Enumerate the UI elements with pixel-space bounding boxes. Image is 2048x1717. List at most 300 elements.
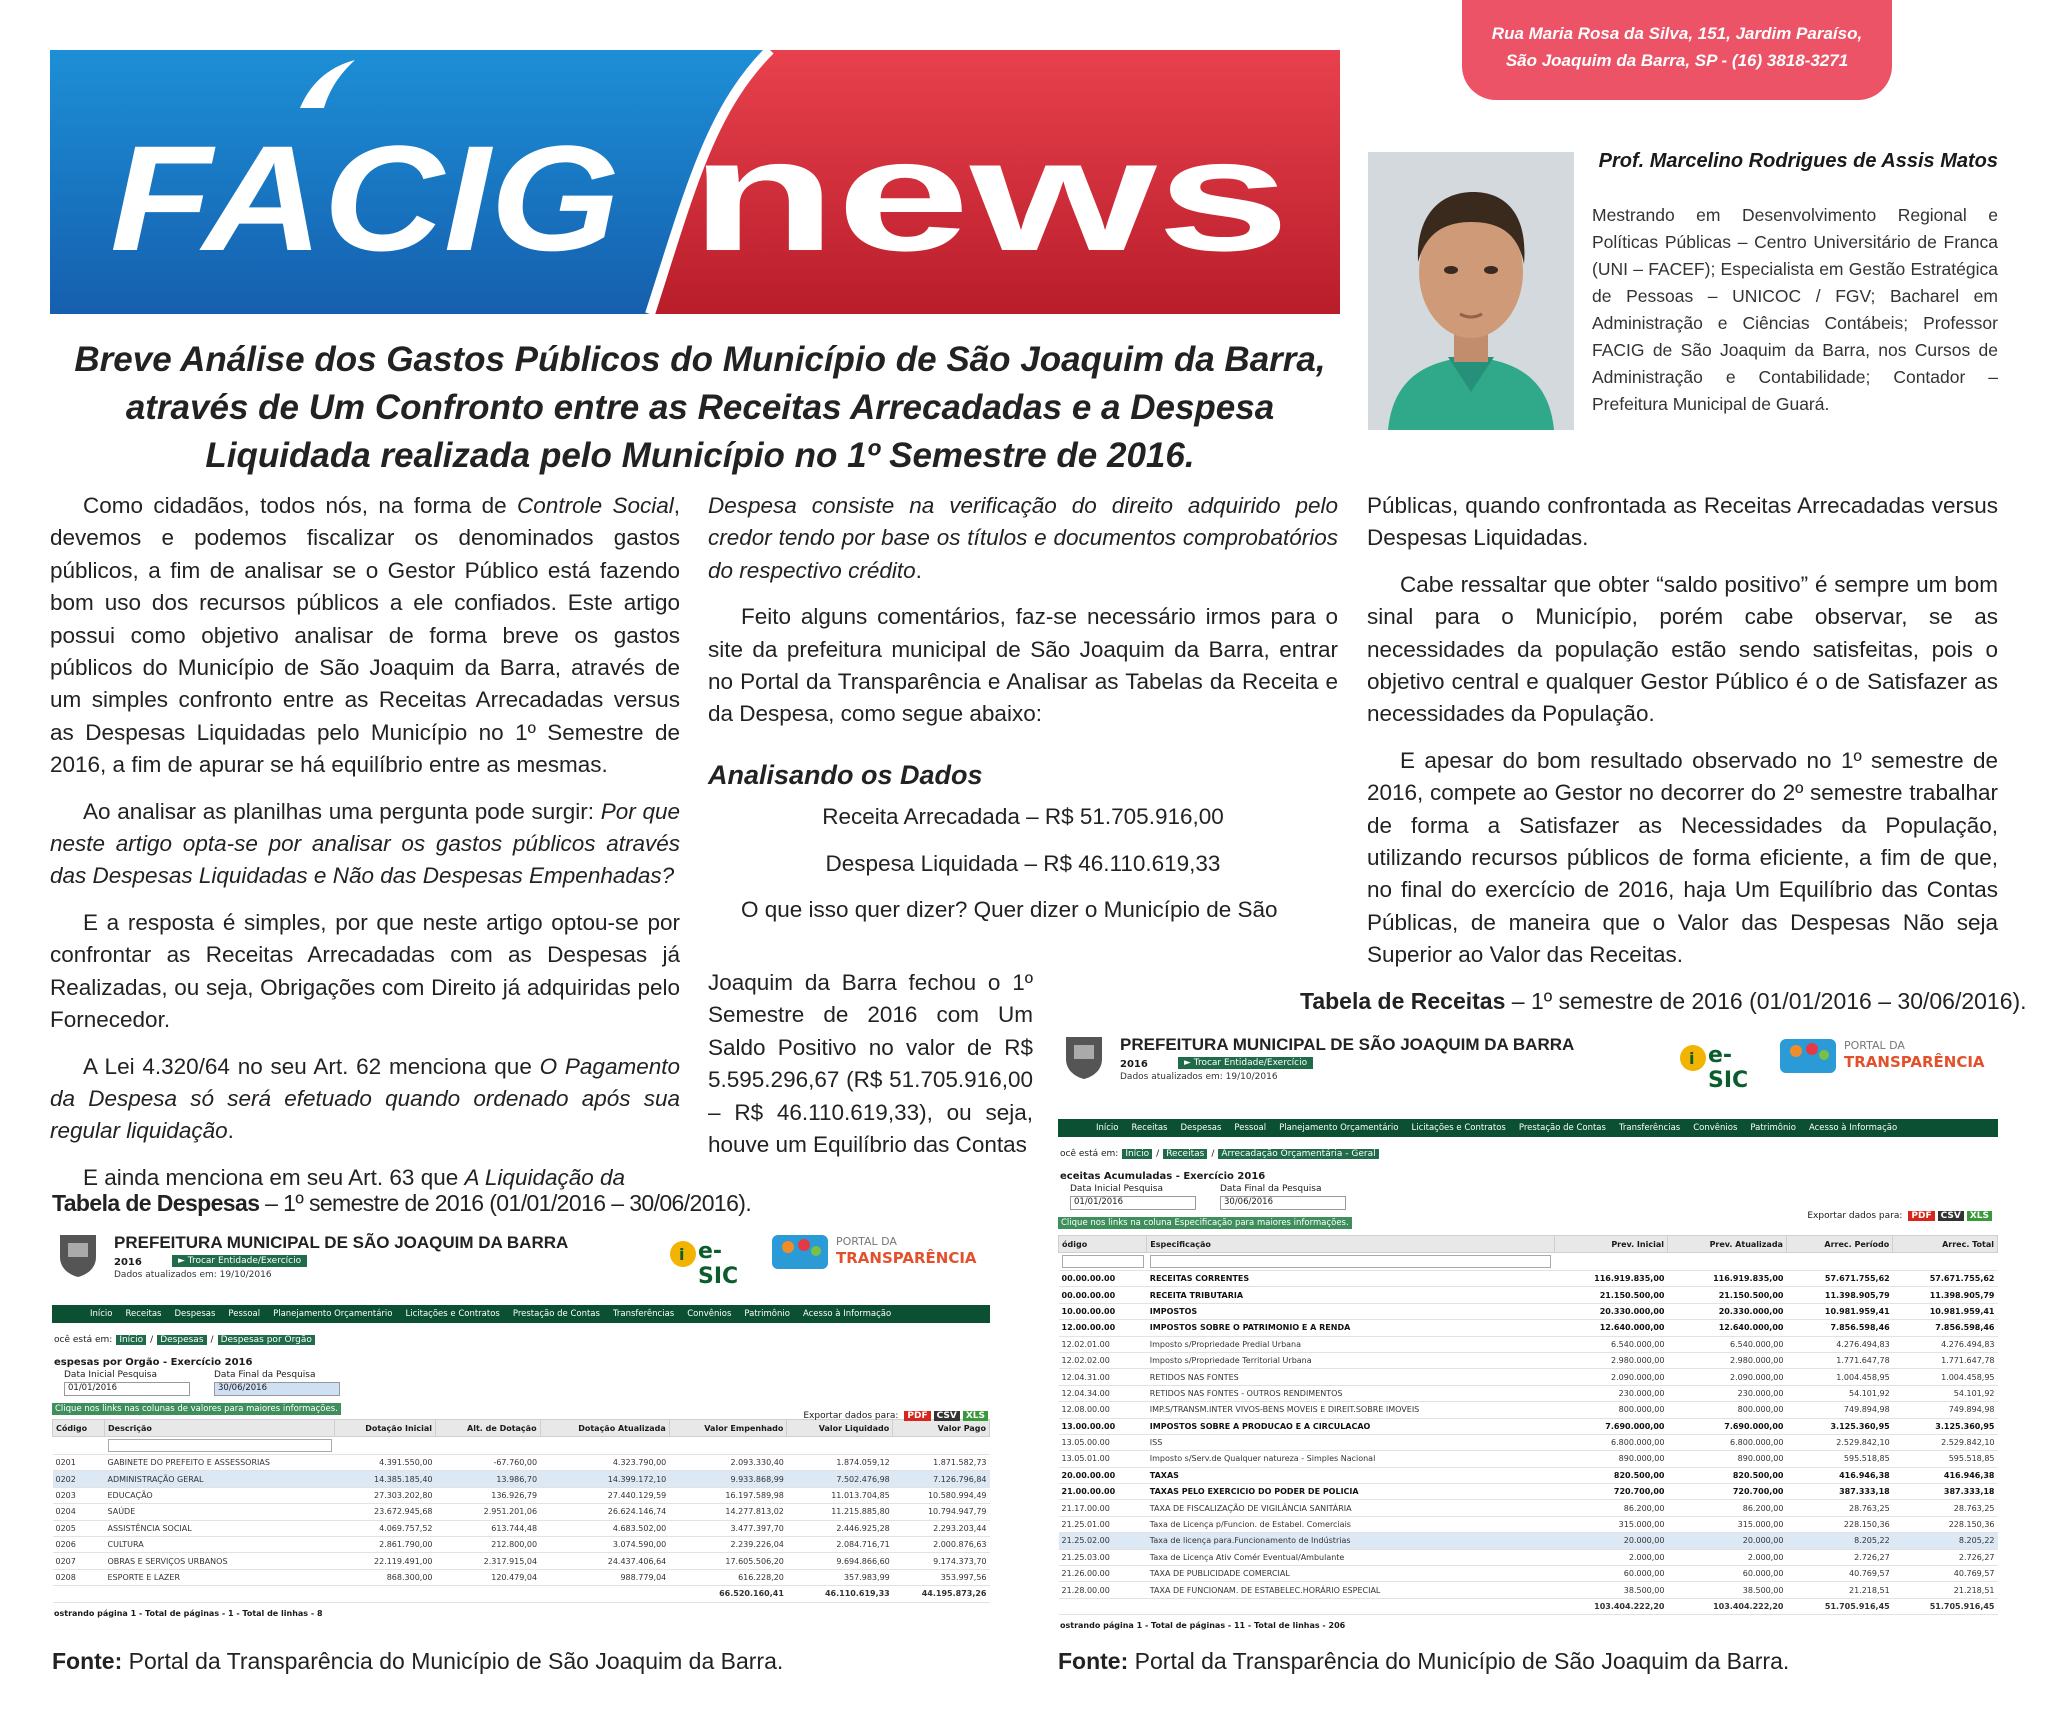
table-cell: 2.446.925,28	[787, 1520, 893, 1536]
column-header[interactable]: Dotação Atualizada	[540, 1420, 669, 1437]
table-cell: 21.150.500,00	[1554, 1287, 1667, 1303]
table-row[interactable]	[1059, 1418, 1998, 1434]
table-cell: 21.150.500,00	[1667, 1287, 1786, 1303]
column-header[interactable]: Valor Empenhado	[669, 1420, 787, 1437]
nav-licitacoes[interactable]: Licitações e Contratos	[1411, 1123, 1506, 1133]
table-cell: 4.683.502,00	[540, 1520, 669, 1536]
table-cell: 13.05.00.00	[1059, 1434, 1147, 1450]
total-cell: 66.520.160,41	[669, 1586, 787, 1602]
table-cell: 00.00.00.00	[1059, 1287, 1147, 1303]
table-cell: 1.771.647,78	[1786, 1352, 1892, 1368]
column-header[interactable]: ódigo	[1059, 1236, 1147, 1253]
table-cell: SAÚDE	[105, 1504, 335, 1520]
breadcrumb: ocê está em: Início / Receitas / Arrecadação Orçamentária - Geral	[1058, 1145, 1998, 1163]
table-cell: 120.479,04	[436, 1569, 541, 1585]
table-cell: IMP.S/TRANSM.INTER VIVOS-BENS MOVEIS E DIREIT.SOBRE IMOVEIS	[1147, 1402, 1555, 1418]
nav-convenios[interactable]: Convênios	[1693, 1123, 1738, 1133]
author-photo	[1368, 152, 1574, 430]
table-cell: 315.000,00	[1667, 1516, 1786, 1532]
table-cell: 12.08.00.00	[1059, 1402, 1147, 1418]
table-cell: 40.769,57	[1893, 1566, 1998, 1582]
table-cell: 595.518,85	[1893, 1451, 1998, 1467]
table-row[interactable]	[1059, 1582, 1998, 1598]
article-column-1	[50, 490, 680, 1208]
table-cell: 20.00.00.00	[1059, 1467, 1147, 1483]
table-cell: 40.769,57	[1786, 1566, 1892, 1582]
nav-receitas[interactable]: Receitas	[125, 1309, 162, 1319]
total-cell: 44.195.873,26	[893, 1586, 990, 1602]
table-cell: 228.150,36	[1786, 1516, 1892, 1532]
table-row[interactable]	[1059, 1287, 1998, 1303]
column-header[interactable]: Especificação	[1147, 1236, 1555, 1253]
table-cell: RETIDOS NAS FONTES - OUTROS RENDIMENTOS	[1147, 1385, 1555, 1401]
nav-patrimonio[interactable]: Patrimônio	[744, 1309, 790, 1319]
export-pdf-button[interactable]: PDF	[904, 1411, 930, 1421]
despesas-portal-screenshot: PREFEITURA MUNICIPAL DE SÃO JOAQUIM DA BARRA 2016 ► Trocar Entidade/Exercício Dados atualizados em: 19/10/2016 i e-SIC PORTAL DA TRANSPARÊNCIA Início Receitas Despesas Pessoal Planejamento Orçamentário Licitações e Contratos Prestação de Contas Transferências Convênios Patrimônio Acesso à Informação ocê está em: Início / Despesas / Despesas por Orgão espesas por Orgão - Exercício 2016 Data Inicial Pesquisa 01/01/2016 Data Final da Pesquisa 30/06/2016 Clique nos links nas colunas de valores para maiores informações. Exportar dados para: PDF CSV XLS Código Descrição Dotação Inicial Alt. de Dotação Dotação Atualizada Valor Empenhado Valor Liquidado Valor Pago 0201 GABINETE DO PREFEITO E ASSESSORIAS 4.391.550,00 -67.760,00 4.323.790,00 2.093.330,40 1.874.059,12 1.871.582,73 0202 ADMINISTRAÇÃO GERAL 14.385.185,40 13.986,70 14.399.172,10 9.933.868,99 7.502.476,98 7.126.796,84 0203 EDUCAÇÃO 27.303.202,80 136.926,79 27.440.129,59 16.197.589,98 11.013.704,85 10.580.994,49 0204 SAÚDE 23.672.945,68 2.951.201,06 26.624.146,74 14.277.813,02 11.215.885,80 10.794.947,79 0205 ASSISTÊNCIA SOCIAL 4.069.757,52 613.744,48 4.683.502,00 3.477.397,70 2.446.925,28 2.293.203,44 0206 CULTURA 2.861.790,00 212.800,00 3.074.590,00 2.239.226,04 2.084.716,71 2.000.876,63 0207 OBRAS E SERVIÇOS URBANOS 22.119.491,00 2.317.915,04 24.437.406,64 17.605.506,20 9.694.866,60 9.174.373,70 0208 ESPORTE E LAZER 868.300,00 120.479,04 988.779,04 616.228,20 357.983,99 353.997,56 66.520.160,41 46.110.619,33 44.195.873,26 ostrando página 1 - Total de páginas - 1 - Total de linhas - 8	[52, 1225, 990, 1639]
nav-despesas[interactable]: Despesas	[174, 1309, 216, 1319]
column-header[interactable]: Arrec. Total	[1893, 1236, 1998, 1253]
table-cell: 21.28.00.00	[1059, 1582, 1147, 1598]
nav-acesso[interactable]: Acesso à Informação	[802, 1309, 892, 1319]
table-cell: TAXAS PELO EXERCICIO DO PODER DE POLICIA	[1147, 1484, 1555, 1500]
table-cell: 54.101,92	[1786, 1385, 1892, 1401]
nav-patrimonio[interactable]: Patrimônio	[1750, 1123, 1796, 1133]
table-row[interactable]	[1059, 1385, 1998, 1401]
portal-year: 2016	[114, 1257, 142, 1268]
table-cell: 2.980.000,00	[1667, 1352, 1786, 1368]
total-cell: 51.705.916,45	[1786, 1598, 1892, 1614]
table-cell: 2.861.790,00	[335, 1536, 436, 1552]
table-cell: 16.197.589,98	[669, 1487, 787, 1503]
nav-receitas[interactable]: Receitas	[1131, 1123, 1168, 1133]
export-xls-button[interactable]: XLS	[963, 1411, 988, 1421]
table-cell: 2.726,27	[1786, 1549, 1892, 1565]
table-cell: 230.000,00	[1667, 1385, 1786, 1401]
despesa-total: Despesa Liquidada – R$ 46.110.619,33	[825, 850, 1221, 876]
paragraph: Cabe ressaltar que obter “saldo positivo” é sempre um bom sinal para o Município, porém cabe observar, se as necessidades da população estão sendo satisfeitas, pois o objetivo central e qualquer Gestor Público é o de Satisfazer as necessidades da População.	[1367, 571, 1998, 727]
table-cell: 57.671.755,62	[1786, 1271, 1892, 1287]
column-header[interactable]: Valor Liquidado	[787, 1420, 893, 1437]
fonte-receitas: Fonte: Portal da Transparência do Município de São Joaquim da Barra.	[1058, 1648, 1790, 1674]
table-row[interactable]	[1059, 1434, 1998, 1450]
caption-receitas: Tabela de Receitas – 1º semestre de 2016 (01/01/2016 – 30/06/2016).	[1300, 988, 2027, 1014]
table-cell: Imposto s/Propriedade Territorial Urbana	[1147, 1352, 1555, 1368]
total-cell	[1059, 1598, 1147, 1614]
article-headline	[60, 336, 1340, 480]
table-cell: 28.763,25	[1786, 1500, 1892, 1516]
table-cell: 10.794.947,79	[893, 1504, 990, 1520]
table-cell: 868.300,00	[335, 1569, 436, 1585]
table-cell: 1.871.582,73	[893, 1455, 990, 1471]
table-cell: 12.02.02.00	[1059, 1352, 1147, 1368]
table-cell: 57.671.755,62	[1893, 1271, 1998, 1287]
nav-licitacoes[interactable]: Licitações e Contratos	[405, 1309, 500, 1319]
table-row[interactable]	[1059, 1516, 1998, 1532]
totals-row	[1059, 1598, 1998, 1614]
nav-transferencias[interactable]: Transferências	[612, 1309, 675, 1319]
table-cell: 17.605.506,20	[669, 1553, 787, 1569]
table-cell: 7.856.598,46	[1786, 1320, 1892, 1336]
table-cell: 2.000.876,63	[893, 1536, 990, 1552]
table-cell: 315.000,00	[1554, 1516, 1667, 1532]
table-row[interactable]	[53, 1536, 990, 1552]
table-row[interactable]	[1059, 1336, 1998, 1352]
portal-year: 2016	[1120, 1059, 1148, 1070]
column-header[interactable]: Alt. de Dotação	[436, 1420, 541, 1437]
nav-planejamento[interactable]: Planejamento Orçamentário	[273, 1309, 393, 1319]
caption-despesas: Tabela de Despesas – 1º semestre de 2016 (01/01/2016 – 30/06/2016).	[52, 1190, 752, 1216]
esic-logo[interactable]: i e-SIC	[1678, 1035, 1764, 1079]
table-cell: 28.763,25	[1893, 1500, 1998, 1516]
table-cell: OBRAS E SERVIÇOS URBANOS	[105, 1553, 335, 1569]
table-row[interactable]	[1059, 1549, 1998, 1565]
total-cell: 46.110.619,33	[787, 1586, 893, 1602]
table-row[interactable]	[1059, 1451, 1998, 1467]
table-cell: 616.228,20	[669, 1569, 787, 1585]
table-cell: Taxa de Licença p/Funcion. de Estabel. Comerciais	[1147, 1516, 1555, 1532]
table-cell: 2.529.842,10	[1786, 1434, 1892, 1450]
svg-text:i: i	[1689, 1049, 1695, 1068]
table-cell: 212.800,00	[436, 1536, 541, 1552]
portal-nav	[1058, 1119, 1998, 1137]
table-cell: 11.215.885,80	[787, 1504, 893, 1520]
table-cell: 0207	[53, 1553, 105, 1569]
table-cell: 136.926,79	[436, 1487, 541, 1503]
info-note: Clique nos links na coluna Especificação para maiores informações.	[1058, 1217, 1352, 1229]
table-cell: 86.200,00	[1667, 1500, 1786, 1516]
table-cell: 00.00.00.00	[1059, 1271, 1147, 1287]
table-cell: 720.700,00	[1667, 1484, 1786, 1500]
nav-inicio[interactable]: Início	[1096, 1123, 1119, 1133]
table-cell: 0206	[53, 1536, 105, 1552]
nav-inicio[interactable]: Início	[90, 1309, 113, 1319]
table-cell: 7.690.000,00	[1554, 1418, 1667, 1434]
esic-logo[interactable]: i e-SIC	[668, 1231, 754, 1275]
city-crest-icon	[56, 1231, 100, 1277]
table-cell: 6.800.000,00	[1554, 1434, 1667, 1450]
nav-planejamento[interactable]: Planejamento Orçamentário	[1279, 1123, 1399, 1133]
total-cell	[540, 1586, 669, 1602]
updated-date: Dados atualizados em: 19/10/2016	[1120, 1072, 1278, 1082]
table-cell: 3.125.360,95	[1893, 1418, 1998, 1434]
table-row[interactable]	[1059, 1500, 1998, 1516]
pagination-info: ostrando página 1 - Total de páginas - 11 - Total de linhas - 206	[1060, 1621, 1346, 1631]
column-header[interactable]: Descrição	[105, 1420, 335, 1437]
headline-line-3: Liquidada realizada pelo Município no 1º Semestre de 2016.	[205, 436, 1195, 475]
nav-transferencias[interactable]: Transferências	[1618, 1123, 1681, 1133]
total-cell: 103.404.222,20	[1667, 1598, 1786, 1614]
logo-facig: FACIG	[110, 114, 620, 282]
table-cell: 12.00.00.00	[1059, 1320, 1147, 1336]
table-cell: 12.04.31.00	[1059, 1369, 1147, 1385]
paragraph: O que isso quer dizer? Quer dizer o Município de São	[741, 897, 1278, 923]
table-row[interactable]	[1059, 1352, 1998, 1368]
table-cell: 12.04.34.00	[1059, 1385, 1147, 1401]
table-cell: 230.000,00	[1554, 1385, 1667, 1401]
table-row[interactable]	[1059, 1467, 1998, 1483]
breadcrumb-item[interactable]: Despesas	[157, 1335, 206, 1345]
totals-row	[53, 1586, 990, 1602]
portal-transparencia-logo[interactable]: PORTAL DA TRANSPARÊNCIA	[1778, 1033, 1988, 1079]
table-row[interactable]	[1059, 1369, 1998, 1385]
start-date-select[interactable]: 01/01/2016	[64, 1382, 190, 1396]
table-cell: 800.000,00	[1554, 1402, 1667, 1418]
table-cell: 749.894,98	[1893, 1402, 1998, 1418]
table-cell: 1.004.458,95	[1786, 1369, 1892, 1385]
paragraph: Como cidadãos, todos nós, na forma de Controle Social, devemos e podemos fiscalizar os denominados gastos públicos, a fim de analisar se o Gestor Público está fazendo bom uso dos recursos públicos a ele confiados. Este artigo possui como objetivo analisar de forma breve os gastos públicos do Município de São Joaquim da Barra, através de um simples confronto entre as Receitas Arrecadadas versus as Despesas Liquidadas pelo Município no 1º Semestre de 2016, a fim de apurar se há equilíbrio entre as mesmas.	[50, 493, 681, 778]
total-cell: 51.705.916,45	[1893, 1598, 1998, 1614]
table-cell: 9.694.866,60	[787, 1553, 893, 1569]
table-cell: 1.004.458,95	[1893, 1369, 1998, 1385]
table-cell: 11.398.905,79	[1893, 1287, 1998, 1303]
export-csv-button[interactable]: CSV	[934, 1411, 960, 1421]
table-cell: 4.391.550,00	[335, 1455, 436, 1471]
table-cell: 2.293.203,44	[893, 1520, 990, 1536]
table-row[interactable]	[1059, 1533, 1998, 1549]
table-cell: 2.000,00	[1554, 1549, 1667, 1565]
table-cell: 7.126.796,84	[893, 1471, 990, 1487]
portal-title: PREFEITURA MUNICIPAL DE SÃO JOAQUIM DA BARRA	[1120, 1035, 1575, 1054]
svg-text:i: i	[679, 1245, 685, 1264]
address-line-2: São Joaquim da Barra, SP - (16) 3818-3271	[1505, 51, 1849, 70]
start-date-select[interactable]: 01/01/2016	[1070, 1196, 1196, 1210]
table-cell: 416.946,38	[1786, 1467, 1892, 1483]
table-cell: 3.074.590,00	[540, 1536, 669, 1552]
table-cell: 4.276.494,83	[1786, 1336, 1892, 1352]
paragraph: A Lei 4.320/64 no seu Art. 62 menciona que O Pagamento da Despesa só será efetuado quando ordenado após sua regular liquidação.	[50, 1053, 680, 1144]
table-cell: GABINETE DO PREFEITO E ASSESSORIAS	[105, 1455, 335, 1471]
table-cell: 21.17.00.00	[1059, 1500, 1147, 1516]
address-line-1: Rua Maria Rosa da Silva, 151, Jardim Paraíso,	[1491, 24, 1863, 43]
nav-acesso[interactable]: Acesso à Informação	[1808, 1123, 1898, 1133]
table-cell: 7.502.476,98	[787, 1471, 893, 1487]
breadcrumb-item[interactable]: Despesas por Orgão	[218, 1335, 315, 1345]
export-xls-button[interactable]: XLS	[1967, 1211, 1992, 1221]
breadcrumb: ocê está em: Início / Despesas / Despesas por Orgão	[52, 1331, 990, 1349]
table-cell: RECEITA TRIBUTARIA	[1147, 1287, 1555, 1303]
nav-prestacao[interactable]: Prestação de Contas	[1518, 1123, 1606, 1133]
end-date-select[interactable]: 30/06/2016	[214, 1382, 340, 1396]
table-cell: 116.919.835,00	[1554, 1271, 1667, 1287]
table-cell: 8.205,22	[1893, 1533, 1998, 1549]
table-cell: 60.000,00	[1554, 1566, 1667, 1582]
table-cell: 21.25.02.00	[1059, 1533, 1147, 1549]
trocar-entidade-link[interactable]: ► Trocar Entidade/Exercício	[172, 1255, 307, 1267]
table-cell: 890.000,00	[1667, 1451, 1786, 1467]
table-cell: 2.726,27	[1893, 1549, 1998, 1565]
table-cell: ESPORTE E LAZER	[105, 1569, 335, 1585]
column-header[interactable]: Prev. Atualizada	[1667, 1236, 1786, 1253]
table-cell: 11.013.704,85	[787, 1487, 893, 1503]
updated-date: Dados atualizados em: 19/10/2016	[114, 1270, 272, 1280]
table-cell: 7.690.000,00	[1667, 1418, 1786, 1434]
author-bio: Mestrando em Desenvolvimento Regional e Políticas Públicas – Centro Universitário de Franca (UNI – FACEF); Especialista em Gestão Estratégica de Pessoas – UNICOC / FGV; Bacharel em Administração e Ciências Contábeis; Professor FACIG de São Joaquim da Barra, nos Cursos de Administração e Contabilidade; Contador – Prefeitura Municipal de Guará.	[1592, 205, 1998, 414]
table-cell: 2.951.201,06	[436, 1504, 541, 1520]
paragraph: E ainda menciona em seu Art. 63 que A Liquidação da	[83, 1164, 626, 1190]
table-cell: 2.093.330,40	[669, 1455, 787, 1471]
table-cell: Imposto s/Serv.de Qualquer natureza - Simples Nacional	[1147, 1451, 1555, 1467]
nav-pessoal[interactable]: Pessoal	[228, 1309, 261, 1319]
table-cell: 4.069.757,52	[335, 1520, 436, 1536]
table-cell: 0205	[53, 1520, 105, 1536]
table-cell: 27.303.202,80	[335, 1487, 436, 1503]
total-cell	[436, 1586, 541, 1602]
table-cell: 10.981.959,41	[1893, 1303, 1998, 1319]
table-cell: 416.946,38	[1893, 1467, 1998, 1483]
table-row[interactable]	[53, 1553, 990, 1569]
paragraph-continued: Joaquim da Barra fechou o 1º Semestre de 2016 com Um Saldo Positivo no valor de R$ 5.595.296,67 (R$ 51.705.916,00 – R$ 46.110.619,33), ou seja, houve um Equilíbrio das Contas	[708, 970, 1033, 1158]
headline-line-2: através de Um Confronto entre as Receitas Arrecadadas e a Despesa	[125, 388, 1275, 427]
table-row[interactable]	[1059, 1303, 1998, 1319]
table-cell: 20.330.000,00	[1554, 1303, 1667, 1319]
headline-line-1: Breve Análise dos Gastos Públicos do Município de São Joaquim da Barra,	[74, 340, 1326, 379]
table-cell: CULTURA	[105, 1536, 335, 1552]
table-row[interactable]	[1059, 1566, 1998, 1582]
breadcrumb-item[interactable]: Início	[116, 1335, 146, 1345]
table-cell: 24.437.406,64	[540, 1553, 669, 1569]
table-cell: 3.125.360,95	[1786, 1418, 1892, 1434]
table-cell: RETIDOS NAS FONTES	[1147, 1369, 1555, 1385]
nav-despesas[interactable]: Despesas	[1180, 1123, 1222, 1133]
table-cell: 4.276.494,83	[1893, 1336, 1998, 1352]
export-pdf-button[interactable]: PDF	[1908, 1211, 1934, 1221]
table-cell: Taxa de Licença Ativ Comér Eventual/Ambulante	[1147, 1549, 1555, 1565]
table-cell: 10.00.00.00	[1059, 1303, 1147, 1319]
table-cell: 2.084.716,71	[787, 1536, 893, 1552]
table-cell: 6.540.000,00	[1554, 1336, 1667, 1352]
logo-news: news	[690, 105, 1290, 284]
column-header[interactable]: Código	[53, 1420, 105, 1437]
facig-news-banner	[50, 50, 1340, 314]
table-cell: 21.25.03.00	[1059, 1549, 1147, 1565]
table-cell: ADMINISTRAÇÃO GERAL	[105, 1471, 335, 1487]
despesas-table	[52, 1419, 990, 1603]
table-cell: 13.05.01.00	[1059, 1451, 1147, 1467]
section-subtitle: espesas por Orgão - Exercício 2016	[54, 1357, 253, 1368]
table-cell: 26.624.146,74	[540, 1504, 669, 1520]
nav-pessoal[interactable]: Pessoal	[1234, 1123, 1267, 1133]
filter-input[interactable]	[1062, 1255, 1144, 1268]
author-name: Prof. Marcelino Rodrigues de Assis Matos	[1598, 150, 1998, 172]
table-cell: 357.983,99	[787, 1569, 893, 1585]
portal-nav	[52, 1305, 990, 1323]
filter-input[interactable]	[1150, 1255, 1552, 1268]
table-cell: Taxa de licença para.Funcionamento de Indústrias	[1147, 1533, 1555, 1549]
table-cell: RECEITAS CORRENTES	[1147, 1271, 1555, 1287]
table-cell: 0201	[53, 1455, 105, 1471]
table-row[interactable]	[53, 1569, 990, 1585]
table-cell: 10.981.959,41	[1786, 1303, 1892, 1319]
table-cell: 13.00.00.00	[1059, 1418, 1147, 1434]
nav-prestacao[interactable]: Prestação de Contas	[512, 1309, 600, 1319]
table-cell: IMPOSTOS SOBRE O PATRIMONIO E A RENDA	[1147, 1320, 1555, 1336]
table-cell: 2.317.915,04	[436, 1553, 541, 1569]
table-cell: 12.640.000,00	[1554, 1320, 1667, 1336]
table-row[interactable]	[1059, 1402, 1998, 1418]
table-cell: 6.800.000,00	[1667, 1434, 1786, 1450]
table-cell: 23.672.945,68	[335, 1504, 436, 1520]
table-cell: 14.277.813,02	[669, 1504, 787, 1520]
total-cell: 103.404.222,20	[1554, 1598, 1667, 1614]
city-crest-icon	[1062, 1033, 1106, 1079]
table-row[interactable]	[1059, 1320, 1998, 1336]
table-cell: 0204	[53, 1504, 105, 1520]
table-cell: 21.218,51	[1893, 1582, 1998, 1598]
column-header[interactable]: Dotação Inicial	[335, 1420, 436, 1437]
info-note: Clique nos links nas colunas de valores para maiores informações.	[52, 1403, 341, 1415]
table-cell: TAXA DE FUNCIONAM. DE ESTABELEC.HORÁRIO ESPECIAL	[1147, 1582, 1555, 1598]
table-cell: -67.760,00	[436, 1455, 541, 1471]
column-header[interactable]: Valor Pago	[893, 1420, 990, 1437]
table-cell: ISS	[1147, 1434, 1555, 1450]
column-header[interactable]: Arrec. Período	[1786, 1236, 1892, 1253]
end-date-select[interactable]: 30/06/2016	[1220, 1196, 1346, 1210]
table-cell: 2.000,00	[1667, 1549, 1786, 1565]
paragraph: Públicas, quando confrontada as Receitas Arrecadadas versus Despesas Liquidadas.	[1367, 493, 1998, 551]
table-cell: 800.000,00	[1667, 1402, 1786, 1418]
table-cell: 1.874.059,12	[787, 1455, 893, 1471]
portal-title: PREFEITURA MUNICIPAL DE SÃO JOAQUIM DA BARRA	[114, 1233, 569, 1252]
table-cell: TAXA DE FISCALIZAÇÃO DE VIGILÂNCIA SANITÁRIA	[1147, 1500, 1555, 1516]
table-row[interactable]	[1059, 1271, 1998, 1287]
table-cell: 21.25.01.00	[1059, 1516, 1147, 1532]
table-cell: 38.500,00	[1667, 1582, 1786, 1598]
table-row[interactable]	[53, 1504, 990, 1520]
table-cell: 14.385.185,40	[335, 1471, 436, 1487]
table-cell: 353.997,56	[893, 1569, 990, 1585]
table-row[interactable]	[53, 1471, 990, 1487]
section-heading: Analisando os Dados	[708, 759, 983, 790]
paragraph: Despesa consiste na verificação do direito adquirido pelo credor tendo por base os títulos e documentos comprobatórios do respectivo crédito.	[708, 493, 1338, 583]
table-cell: 12.02.01.00	[1059, 1336, 1147, 1352]
table-row[interactable]	[53, 1455, 990, 1471]
table-row[interactable]	[53, 1520, 990, 1536]
pagination-info: ostrando página 1 - Total de páginas - 1 - Total de linhas - 8	[54, 1608, 323, 1618]
nav-convenios[interactable]: Convênios	[687, 1309, 732, 1319]
table-cell: 820.500,00	[1554, 1467, 1667, 1483]
table-cell: 38.500,00	[1554, 1582, 1667, 1598]
table-cell: 54.101,92	[1893, 1385, 1998, 1401]
table-cell: 60.000,00	[1667, 1566, 1786, 1582]
table-cell: 21.26.00.00	[1059, 1566, 1147, 1582]
export-csv-button[interactable]: CSV	[1938, 1211, 1964, 1221]
portal-transparencia-logo[interactable]: PORTAL DA TRANSPARÊNCIA	[770, 1229, 980, 1275]
table-row[interactable]	[1059, 1484, 1998, 1500]
trocar-entidade-link[interactable]: ► Trocar Entidade/Exercício	[1178, 1057, 1313, 1069]
total-cell	[335, 1586, 436, 1602]
breadcrumb-item[interactable]: Início	[1122, 1149, 1152, 1159]
breadcrumb-item[interactable]: Receitas	[1163, 1149, 1207, 1159]
column-header[interactable]: Prev. Inicial	[1554, 1236, 1667, 1253]
table-row[interactable]	[53, 1487, 990, 1503]
breadcrumb-item[interactable]: Arrecadação Orçamentária - Geral	[1218, 1149, 1378, 1159]
receitas-portal-screenshot: PREFEITURA MUNICIPAL DE SÃO JOAQUIM DA BARRA 2016 ► Trocar Entidade/Exercício Dados atualizados em: 19/10/2016 i e-SIC PORTAL DA TRANSPARÊNCIA Início Receitas Despesas Pessoal Planejamento Orçamentário Licitações e Contratos Prestação de Contas Transferências Convênios Patrimônio Acesso à Informação ocê está em: Início / Receitas / Arrecadação Orçamentária - Geral eceitas Acumuladas - Exercício 2016 Data Inicial Pesquisa 01/01/2016 Data Final da Pesquisa 30/06/2016 Clique nos links na coluna Especificação para maiores informações. Exportar dados para: PDF CSV XLS ódigo Especificação Prev. Inicial Prev. Atualizada Arrec. Período Arrec. Total 00.00.00.00 RECEITAS CORRENTES 116.919.835,00 116.919.835,00 57.671.755,62 57.671.755,62 00.00.00.00 RECEITA TRIBUTARIA 21.150.500,00 21.150.500,00 11.398.905,79 11.398.905,79 10.00.00.00 IMPOSTOS 20.330.000,00 20.330.000,00 10.981.959,41 10.981.959,41 12.00.00.00 IMPOSTOS SOBRE O PATRIMONIO E A RENDA 12.640.000,00 12.640.000,00 7.856.598,46 7.856.598,46 12.02.01.00 Imposto s/Propriedade Predial Urbana 6.540.000,00 6.540.000,00 4.276.494,83 4.276.494,83 12.02.02.00 Imposto s/Propriedade Territorial Urbana 2.980.000,00 2.980.000,00 1.771.647,78 1.771.647,78 12.04.31.00 RETIDOS NAS FONTES 2.090.000,00 2.090.000,00 1.004.458,95 1.004.458,95 12.04.34.00 RETIDOS NAS FONTES - OUTROS RENDIMENTOS 230.000,00 230.000,00 54.101,92 54.101,92 12.08.00.00 IMP.S/TRANSM.INTER VIVOS-BENS MOVEIS E DIREIT.SOBRE IMOVEIS 800.000,00 800.000,00 749.894,98 749.894,98 13.00.00.00 IMPOSTOS SOBRE A PRODUCAO E A CIRCULACAO 7.690.000,00 7.690.000,00 3.125.360,95 3.125.360,95 13.05.00.00 ISS 6.800.000,00 6.800.000,00 2.529.842,10 2.529.842,10 13.05.01.00 Imposto s/Serv.de Qualquer natureza - Simples Nacional 890.000,00 890.000,00 595.518,85 595.518,85 20.00.00.00 TAXAS 820.500,00 820.500,00 416.946,38 416.946,38 21.00.00.00 TAXAS PELO EXERCICIO DO PODER DE POLICIA 720.700,00 720.700,00 387.333,18 387.333,18 21.17.00.00 TAXA DE FISCALIZAÇÃO DE VIGILÂNCIA SANITÁRIA 86.200,00 86.200,00 28.763,25 28.763,25 21.25.01.00 Taxa de Licença p/Funcion. de Estabel. Comerciais 315.000,00 315.000,00 228.150,36 228.150,36 21.25.02.00 Taxa de licença para.Funcionamento de Indústrias 20.000,00 20.000,00 8.205,22 8.205,22 21.25.03.00 Taxa de Licença Ativ Comér Eventual/Ambulante 2.000,00 2.000,00 2.726,27 2.726,27 21.26.00.00 TAXA DE PUBLICIDADE COMERCIAL 60.000,00 60.000,00 40.769,57 40.769,57 21.28.00.00 TAXA DE FUNCIONAM. DE ESTABELEC.HORÁRIO ESPECIAL 38.500,00 38.500,00 21.218,51 21.218,51 103.404.222,20 103.404.222,20 51.705.916,45 51.705.916,45 ostrando página 1 - Total de páginas - 11 - Total de linhas - 206	[1058, 1027, 1998, 1637]
table-cell: 7.856.598,46	[1893, 1320, 1998, 1336]
table-cell: 27.440.129,59	[540, 1487, 669, 1503]
section-subtitle: eceitas Acumuladas - Exercício 2016	[1060, 1171, 1266, 1182]
table-cell: 20.000,00	[1554, 1533, 1667, 1549]
table-cell: 14.399.172,10	[540, 1471, 669, 1487]
paragraph: E apesar do bom resultado observado no 1º semestre de 2016, compete ao Gestor no decorrer do 2º semestre trabalhar de forma a Satisfazer as Necessidades da População, utilizando recursos públicos de forma eficiente, a fim de que, no final do exercício de 2016, haja Um Equilíbrio das Contas Públicas, de maneira que o Valor das Despesas Não seja Superior ao Valor das Receitas.	[1367, 747, 1998, 968]
table-cell: 8.205,22	[1786, 1533, 1892, 1549]
table-cell: 11.398.905,79	[1786, 1287, 1892, 1303]
table-cell: 988.779,04	[540, 1569, 669, 1585]
table-cell: 9.174.373,70	[893, 1553, 990, 1569]
table-cell: 116.919.835,00	[1667, 1271, 1786, 1287]
table-cell: IMPOSTOS	[1147, 1303, 1555, 1319]
filter-input[interactable]	[108, 1439, 332, 1452]
table-cell: 20.000,00	[1667, 1533, 1786, 1549]
